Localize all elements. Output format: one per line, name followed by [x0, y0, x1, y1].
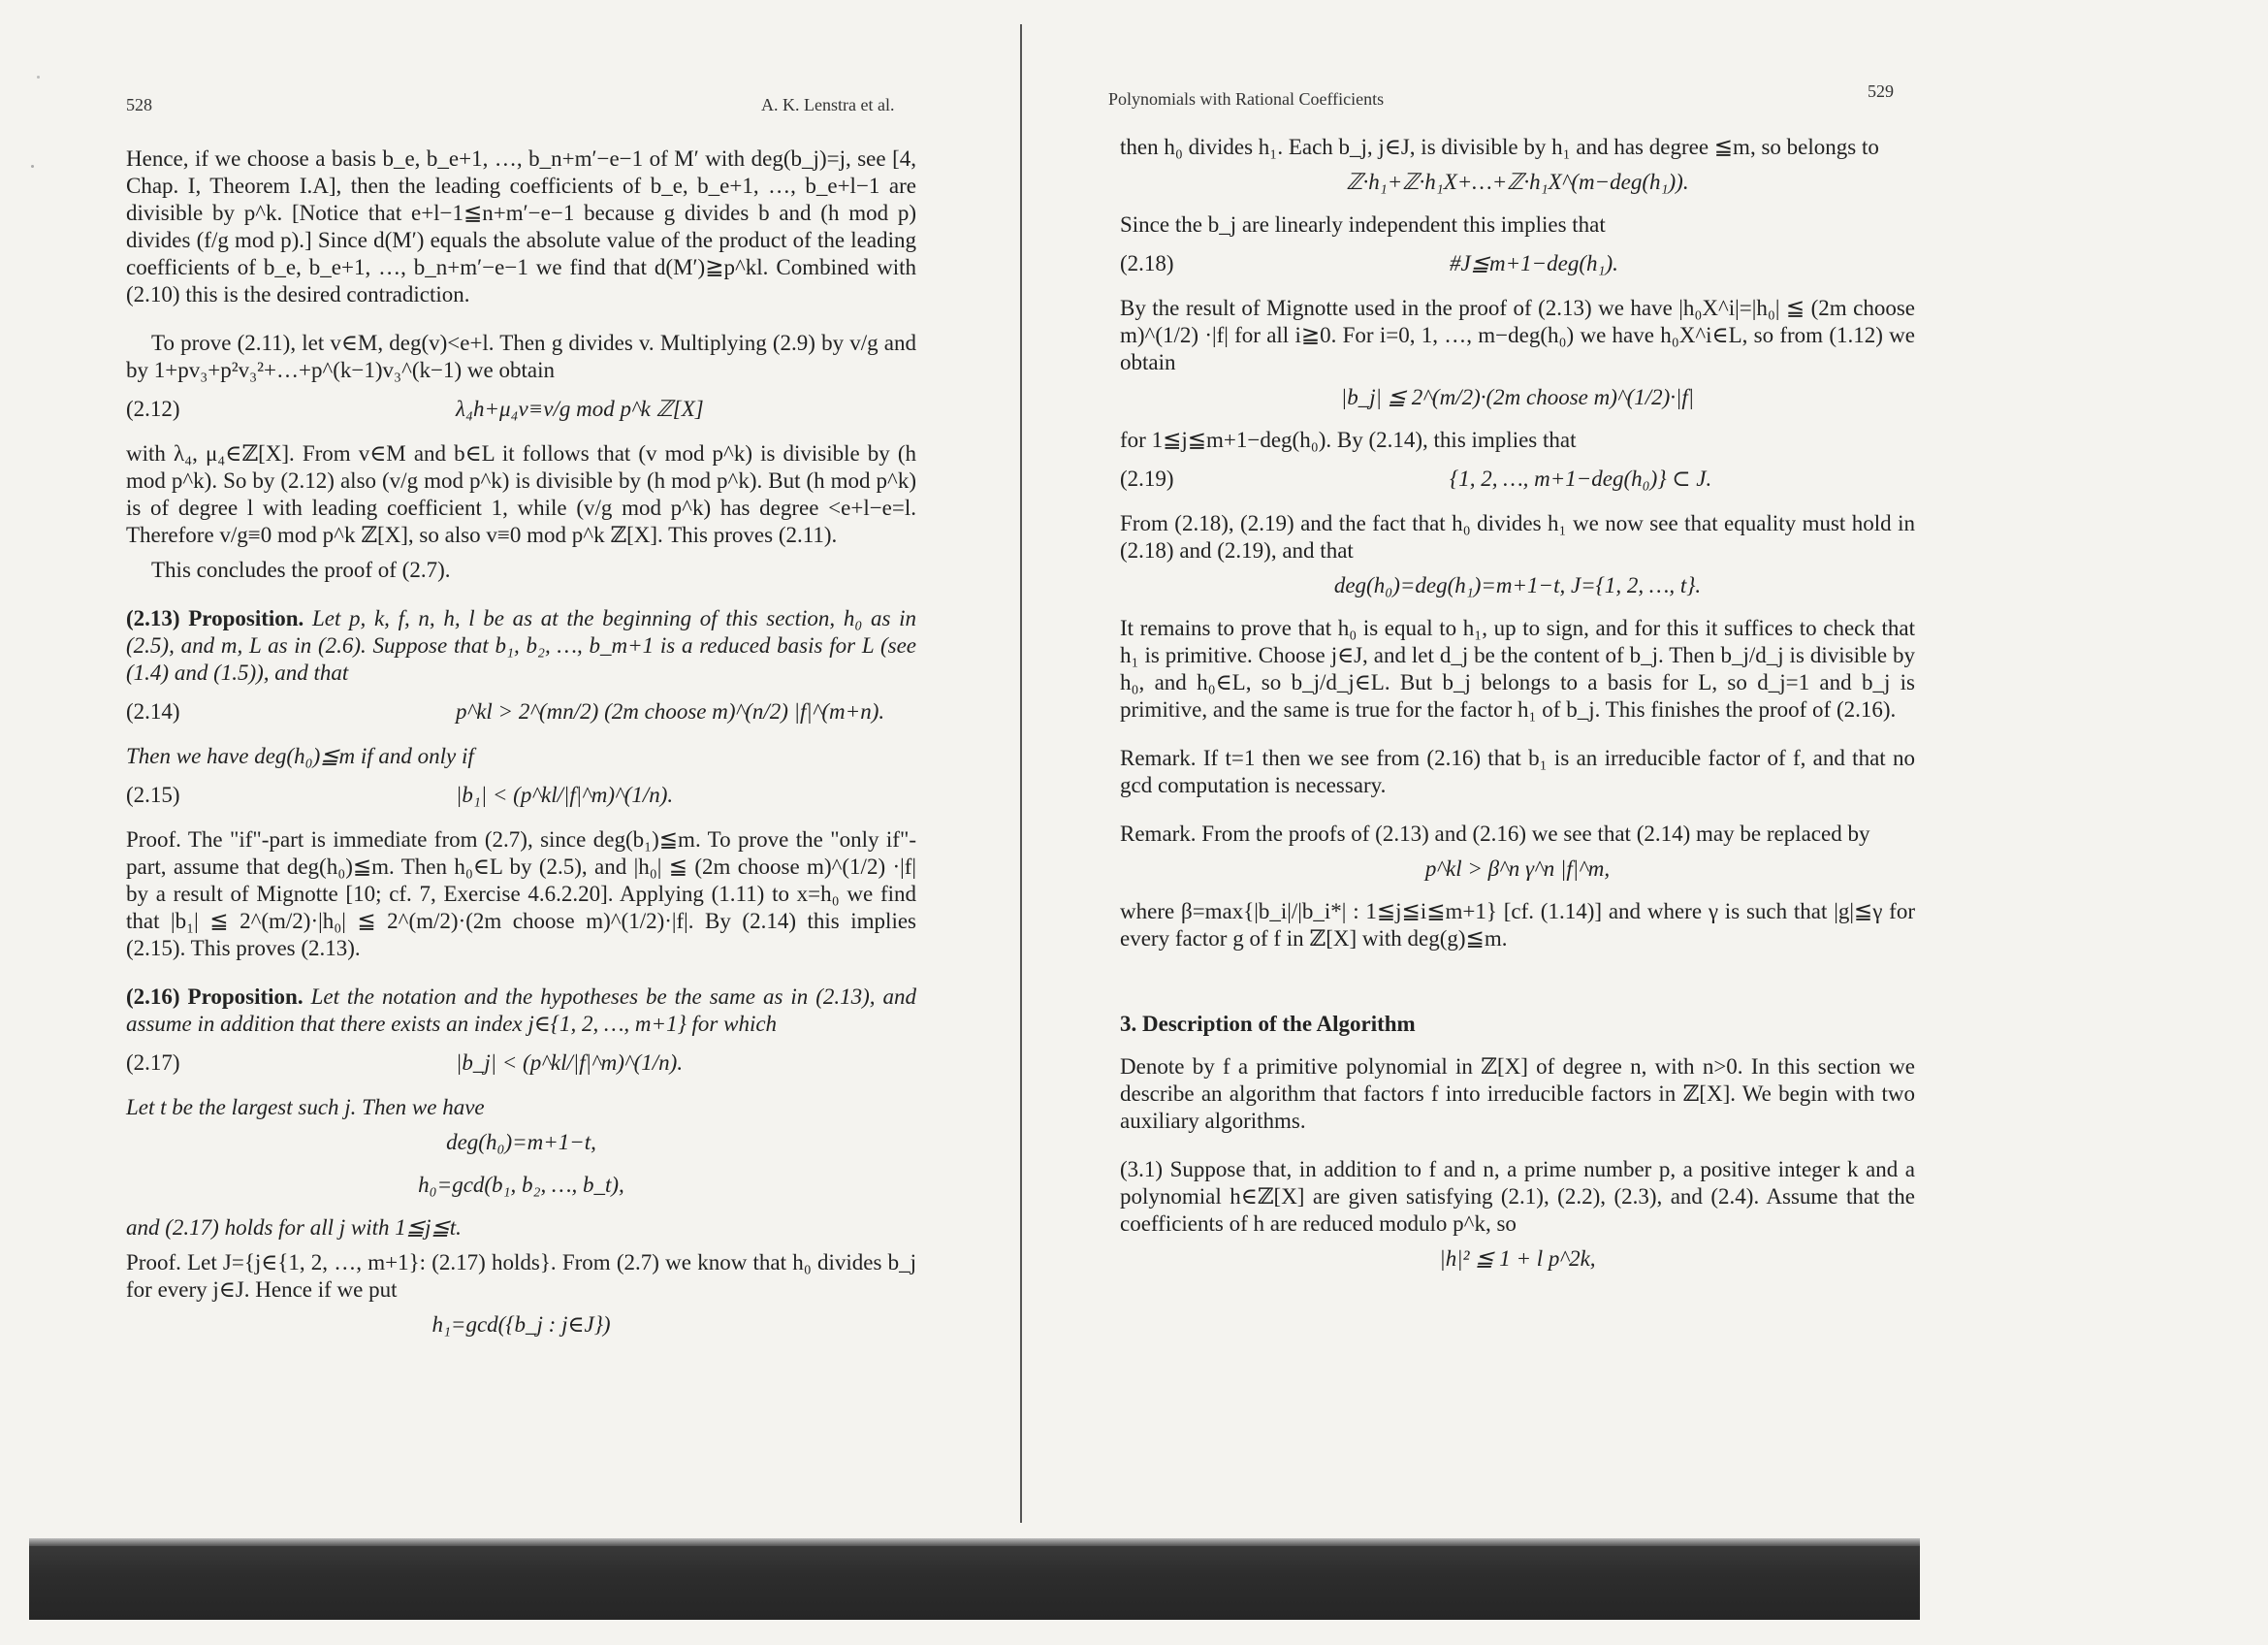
scanner-edge-shadow — [29, 1544, 1920, 1620]
paragraph: Denote by f a primitive polynomial in ℤ[X] of degree n, with n>0. In this section we describe an algorithm that factors f into irreducible factors in ℤ[X]. We begin with two auxiliary algorithms. — [1120, 1054, 1915, 1133]
proof-paragraph: Proof. The "if"-part is immediate from (2.7), since deg(b₁)≦m. To prove the "only if"-part, assume that deg(h₀)≦m. Then h₀∈L by (2.5), and |h₀| ≦ (2m choose m)^(1/2) ·|f| by a result of Mignotte [10; cf. 7, Exercise 4.6.2.20]. Applying (1.11) to x=h₀ we find that |b₁| ≦ 2^(m/2)·|h₀| ≦ 2^(m/2)·(2m choose m)^(1/2)·|f|. By (2.14) this implies (2.15). This proves (2.13). — [126, 827, 916, 960]
section-heading: 3. Description of the Algorithm — [1120, 1012, 1416, 1036]
paragraph: then h₀ divides h₁. Each b_j, j∈J, is divisible by h₁ and has degree ≦m, so belongs to — [1120, 135, 1879, 159]
equation-body: |b_j| < (p^kl/|f|^m)^(1/n). — [456, 1050, 684, 1075]
paragraph: with λ₄, μ₄∈ℤ[X]. From v∈M and b∈L it follows that (v mod p^k) is divisible by (h mod p^k). So by (2.12) also (v/g mod p^k) is divisible by (h mod p^k). But (h mod p^k) is of degree l with leading coefficient 1, while (v/g mod p^k) has degree <e+l−e=l. Therefore v/g≡0 mod p^k ℤ[X], so also v≡0 mod p^k ℤ[X]. This proves (2.11). — [126, 441, 916, 547]
remark: Remark. From the proofs of (2.13) and (2.16) we see that (2.14) may be replaced by — [1120, 822, 1870, 846]
equation-2-18 — [1120, 250, 1915, 277]
book-gutter — [1020, 24, 1022, 1523]
paragraph: This concludes the proof of (2.7). — [151, 558, 451, 582]
equation-2-12 — [126, 396, 916, 423]
equation: ℤ·h₁+ℤ·h₁X+…+ℤ·h₁X^(m−deg(h₁)). — [1346, 170, 1689, 194]
equation: deg(h₀)=m+1−t, — [446, 1130, 596, 1154]
paragraph: To prove (2.11), let v∈M, deg(v)<e+l. Then g divides v. Multiplying (2.9) by v/g and by 1+pv₃+p²v₃²+…+p^(k−1)v₃^(k−1) we obtain — [126, 331, 916, 382]
equation-label: (2.12) — [126, 397, 180, 421]
remark: Remark. If t=1 then we see from (2.16) that b₁ is an irreducible factor of f, and that no gcd computation is necessary. — [1120, 746, 1915, 797]
equation-2-14 — [126, 698, 916, 726]
page-number-left: 528 — [126, 95, 152, 114]
right-page — [1120, 134, 1915, 1288]
equation: |h|² ≦ 1 + l p^2k, — [1439, 1246, 1596, 1271]
equation: p^kl > β^n γ^n |f|^m, — [1424, 856, 1611, 881]
proposition-2-13 — [126, 605, 916, 687]
equation-body: {1, 2, …, m+1−deg(h₀)} ⊂ J. — [1450, 467, 1712, 491]
equation-2-15 — [126, 782, 916, 809]
proposition-text: Let p, k, f, n, h, l be as at the beginning of this section, h₀ as in (2.5), and m, L as in (2.6). Suppose that b₁, b₂, …, b_m+1 is a reduced basis for L (see (1.4) and (1.5)), and that — [126, 606, 916, 685]
paragraph: By the result of Mignotte used in the proof of (2.13) we have |h₀X^i|=|h₀| ≦ (2m choose m)^(1/2) ·|f| for all i≧0. For i=0, 1, …, m−deg(h₀) we have h₀X^i∈L, so from (1.12) we obtain — [1120, 296, 1915, 374]
left-page — [126, 145, 916, 1354]
equation-2-19 — [1120, 466, 1915, 493]
paragraph: It remains to prove that h₀ is equal to h₁, up to sign, and for this it suffices to check that h₁ is primitive. Choose j∈J, and let d_j be the content of b_j. Then b_j/d_j is divisible by h₀, and h₀∈L, so b_j/d_j∈L. But b_j belongs to a basis for L, so d_j=1 and b_j is primitive, and the same is true for the factor h₁ of b_j. This finishes the proof of (2.16). — [1120, 616, 1915, 722]
proposition-2-16 — [126, 984, 916, 1038]
equation-body: p^kl > 2^(mn/2) (2m choose m)^(n/2) |f|^(m+n). — [456, 699, 885, 724]
equation-label: (2.15) — [126, 783, 180, 807]
paragraph: Let t be the largest such j. Then we have — [126, 1095, 485, 1119]
paragraph: where β=max{|b_i|/|b_i*| : 1≦j≦i≦m+1} [cf. (1.14)] and where γ is such that |g|≦γ for every factor g of f in ℤ[X] with deg(g)≦m. — [1120, 899, 1915, 951]
page-number-right: 529 — [1868, 81, 1894, 101]
running-head-right: Polynomials with Rational Coefficients — [1108, 89, 1385, 109]
equation-label: (2.19) — [1120, 467, 1174, 491]
paragraph: for 1≦j≦m+1−deg(h₀). By (2.14), this implies that — [1120, 428, 1577, 452]
equation-body: λ₄h+μ₄v≡v/g mod p^k ℤ[X] — [456, 397, 704, 421]
equation: h₁=gcd({b_j : j∈J}) — [431, 1312, 611, 1337]
paragraph: Hence, if we choose a basis b_e, b_e+1, …, b_n+m′−e−1 of M′ with deg(b_j)=j, see [4, Chap. I, Theorem I.A], then the leading coefficients of b_e, b_e+1, …, b_e+l−1 are divisible by p^k. [Notice that e+l−1≦n+m′−e−1 because g divides b and (h mod p) divides (f/g mod p).] Since d(M′) equals the absolute value of the product of the leading coefficients of b_e, b_e+1, …, b_n+m′−e−1 we find that d(M′)≧p^kl. Combined with (2.10) this is the desired contradiction. — [126, 146, 916, 306]
paragraph: Since the b_j are linearly independent this implies that — [1120, 212, 1606, 237]
proposition-heading: (2.13) Proposition. — [126, 606, 304, 630]
paragraph: Then we have deg(h₀)≦m if and only if — [126, 744, 474, 768]
proof-paragraph: Proof. Let J={j∈{1, 2, …, m+1}: (2.17) holds}. From (2.7) we know that h₀ divides b_j for every j∈J. Hence if we put — [126, 1250, 916, 1302]
equation: |b_j| ≦ 2^(m/2)·(2m choose m)^(1/2)·|f| — [1340, 385, 1695, 409]
paragraph: (3.1) Suppose that, in addition to f and n, a prime number p, a positive integer k and a polynomial h∈ℤ[X] are given satisfying (2.1), (2.2), (2.3), and (2.4). Assume that the coefficients of h are reduced modulo p^k, so — [1120, 1157, 1915, 1236]
equation-label: (2.18) — [1120, 251, 1174, 275]
equation: h₀=gcd(b₁, b₂, …, b_t), — [418, 1173, 624, 1197]
running-head-left: A. K. Lenstra et al. — [761, 95, 895, 114]
paragraph: and (2.17) holds for all j with 1≦j≦t. — [126, 1215, 462, 1240]
equation-label: (2.14) — [126, 699, 180, 724]
equation-label: (2.17) — [126, 1050, 180, 1075]
equation: deg(h₀)=deg(h₁)=m+1−t, J={1, 2, …, t}. — [1333, 573, 1702, 597]
paragraph: From (2.18), (2.19) and the fact that h₀ divides h₁ we now see that equality must hold in (2.18) and (2.19), and that — [1120, 511, 1915, 563]
proposition-heading: (2.16) Proposition. — [126, 984, 303, 1009]
scan-speck — [31, 165, 34, 168]
equation-body: #J≦m+1−deg(h₁). — [1450, 251, 1618, 275]
equation-2-17 — [126, 1049, 916, 1077]
equation-body: |b₁| < (p^kl/|f|^m)^(1/n). — [456, 783, 674, 807]
scan-speck — [37, 76, 40, 79]
proposition-text: Let the notation and the hypotheses be the same as in (2.13), and assume in addition that there exists an index j∈{1, 2, …, m+1} for which — [126, 984, 916, 1036]
